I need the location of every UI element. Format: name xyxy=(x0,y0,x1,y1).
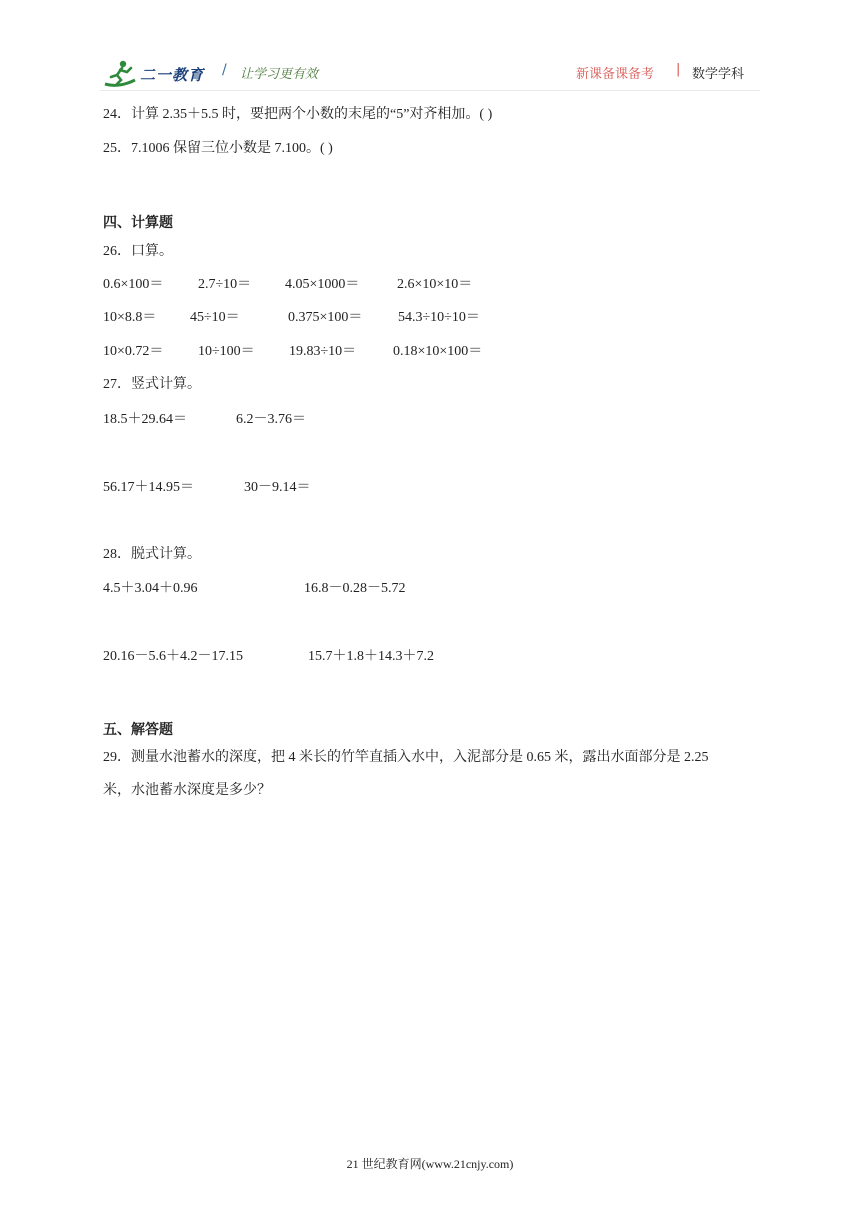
question-24: 24．计算 2.35＋5.5 时，要把两个小数的末尾的“5”对齐相加。( ) xyxy=(103,107,493,122)
vertical-calc-item: 56.17＋14.95＝ xyxy=(103,480,194,495)
question-25: 25．7.1006 保留三位小数是 7.100。( ) xyxy=(103,141,333,156)
header-slogan: 让学习更有效 xyxy=(240,67,319,82)
oral-calc-item: 19.83÷10＝ xyxy=(289,344,357,359)
oral-calc-item: 0.6×100＝ xyxy=(103,277,164,292)
question-28-label: 28．脱式计算。 xyxy=(103,547,201,562)
page-footer: 21 世纪教育网(www.21cnjy.com) xyxy=(346,1157,514,1171)
question-27-label: 27．竖式计算。 xyxy=(103,377,201,392)
oral-calc-item: 0.375×100＝ xyxy=(288,310,363,325)
oral-calc-item: 10÷100＝ xyxy=(198,344,255,359)
logo-runner-icon xyxy=(103,58,137,88)
header-separator: | xyxy=(676,62,681,77)
question-29-line1: 29．测量水池蓄水的深度，把 4 米长的竹竿直插入水中，入泥部分是 0.65 米，露出水面部分是 2.25 xyxy=(103,750,709,765)
oral-calc-item: 10×0.72＝ xyxy=(103,344,164,359)
header-slash: / xyxy=(222,62,227,78)
stepwise-calc-item: 20.16－5.6＋4.2－17.15 xyxy=(103,649,243,664)
oral-calc-item: 54.3÷10÷10＝ xyxy=(398,310,480,325)
stepwise-calc-item: 16.8－0.28－5.72 xyxy=(304,581,406,596)
vertical-calc-item: 6.2－3.76＝ xyxy=(236,412,306,427)
oral-calc-item: 4.05×1000＝ xyxy=(285,277,360,292)
stepwise-calc-item: 4.5＋3.04＋0.96 xyxy=(103,581,198,596)
stepwise-calc-item: 15.7＋1.8＋14.3＋7.2 xyxy=(308,649,434,664)
header-course-title: 新课备课备考 xyxy=(576,67,655,82)
oral-calc-item: 2.6×10×10＝ xyxy=(397,277,473,292)
oral-calc-item: 2.7÷10＝ xyxy=(198,277,252,292)
oral-calc-item: 0.18×10×100＝ xyxy=(393,344,483,359)
oral-calc-item: 10×8.8＝ xyxy=(103,310,157,325)
question-29-line2: 米，水池蓄水深度是多少？ xyxy=(103,783,271,798)
vertical-calc-item: 18.5＋29.64＝ xyxy=(103,412,187,427)
header-divider xyxy=(100,90,760,91)
section-title-calculation: 四、计算题 xyxy=(103,215,173,231)
section-title-word-problems: 五、解答题 xyxy=(103,722,173,738)
question-26-label: 26．口算。 xyxy=(103,244,173,259)
logo-text: 二一教育 xyxy=(140,66,205,84)
oral-calc-item: 45÷10＝ xyxy=(190,310,240,325)
header-subject: 数学学科 xyxy=(692,67,745,82)
vertical-calc-item: 30－9.14＝ xyxy=(244,480,311,495)
